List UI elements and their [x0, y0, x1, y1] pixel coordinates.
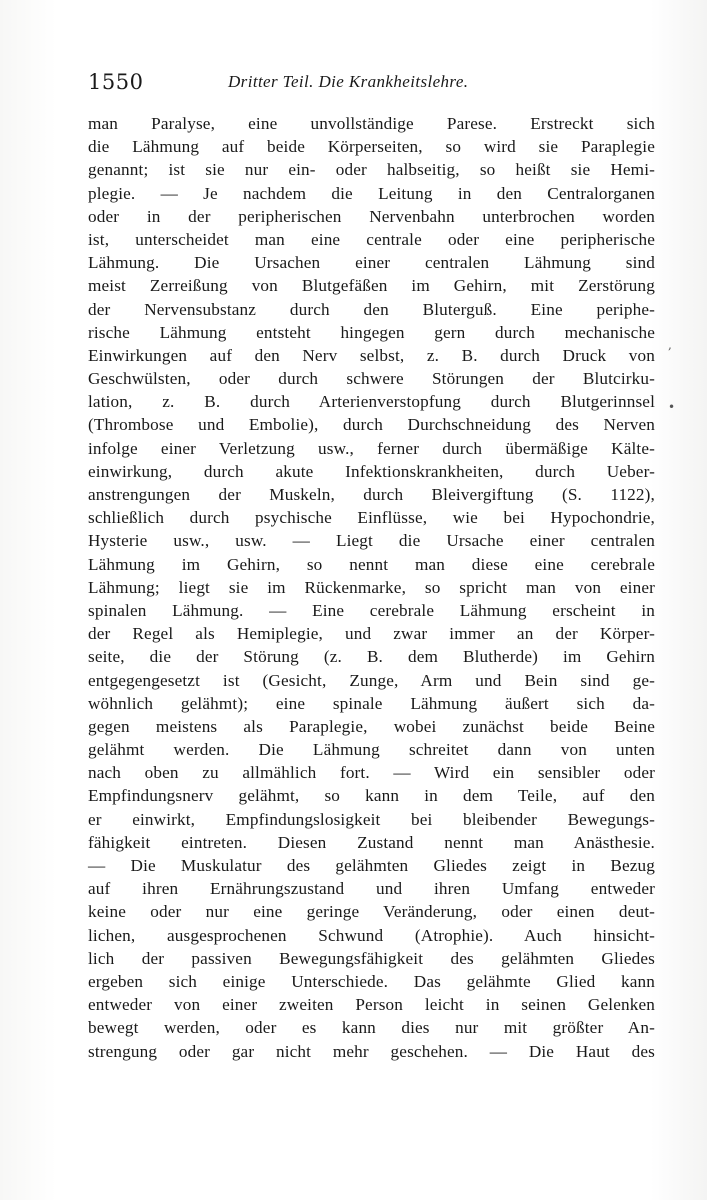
- text-line: entgegengesetzt ist (Gesicht, Zunge, Arm und Bein sind ge-: [88, 670, 655, 690]
- text-line: entweder von einer zweiten Person leicht in seinen Gelenken: [88, 995, 655, 1015]
- margin-speck: ,: [668, 338, 672, 352]
- text-line: ergeben sich einige Unterschiede. Das gelähmte Glied kann: [88, 971, 655, 991]
- text-line: Geschwülsten, oder durch schwere Störungen der Blutcirku-: [88, 369, 655, 389]
- text-line: Lähmung. Die Ursachen einer centralen Lähmung sind: [88, 253, 655, 273]
- text-line: (Thrombose und Embolie), durch Durchschneidung des Nerven: [88, 415, 655, 435]
- text-line: oder in der peripherischen Nervenbahn unterbrochen worden: [88, 206, 655, 226]
- text-line: lation, z. B. durch Arterienverstopfung durch Blutgerinnsel: [88, 392, 655, 412]
- text-line: — Die Muskulatur des gelähmten Gliedes zeigt in Bezug: [88, 856, 655, 875]
- text-line: ist, unterscheidet man eine centrale oder eine peripherische: [88, 229, 655, 249]
- page-number: 1550: [88, 70, 144, 94]
- text-line: der Nervensubstanz durch den Bluterguß. Eine periphe-: [88, 299, 655, 319]
- text-line: strengung oder gar nicht mehr geschehen. — Die Haut des: [88, 1041, 655, 1061]
- text-line: schließlich durch psychische Einflüsse, wie bei Hypochondrie,: [88, 508, 655, 528]
- text-line: er einwirkt, Empfindungslosigkeit bei bleibender Bewegungs-: [88, 809, 655, 829]
- text-line: lich der passiven Bewegungsfähigkeit des gelähmten Gliedes: [88, 948, 655, 968]
- text-line: Hysterie usw., usw. — Liegt die Ursache einer centralen: [88, 531, 655, 551]
- text-line: auf ihren Ernährungszustand und ihren Umfang entweder: [88, 879, 655, 899]
- text-line: meist Zerreißung von Blutgefäßen im Gehirn, mit Zerstörung: [88, 276, 655, 296]
- text-line: Einwirkungen auf den Nerv selbst, z. B. durch Druck von: [88, 345, 655, 365]
- text-line: wöhnlich gelähmt); eine spinale Lähmung äußert sich da-: [88, 693, 655, 713]
- text-line: rische Lähmung entsteht hingegen gern durch mechanische: [88, 322, 655, 342]
- text-line: gegen meistens als Paraplegie, wobei zunächst beide Beine: [88, 716, 655, 736]
- text-line: gelähmt werden. Die Lähmung schreitet dann von unten: [88, 740, 655, 760]
- text-line: lichen, ausgesprochenen Schwund (Atrophie). Auch hinsicht-: [88, 925, 655, 945]
- text-line: man Paralyse, eine unvollständige Parese. Erstreckt sich: [88, 114, 655, 133]
- text-line: einwirkung, durch akute Infektionskrankheiten, durch Ueber-: [88, 461, 655, 481]
- page-header: [88, 70, 658, 98]
- margin-speck: •: [668, 400, 676, 414]
- text-line: plegie. — Je nachdem die Leitung in den Centralorganen: [88, 183, 655, 203]
- text-line: Lähmung im Gehirn, so nennt man diese eine cerebrale: [88, 554, 655, 574]
- text-line: anstrengungen der Muskeln, durch Bleivergiftung (S. 1122),: [88, 485, 655, 504]
- body-text: [88, 112, 655, 1063]
- text-line: der Regel als Hemiplegie, und zwar immer an der Körper-: [88, 624, 655, 644]
- text-line: nach oben zu allmählich fort. — Wird ein sensibler oder: [88, 763, 655, 783]
- text-line: Lähmung; liegt sie im Rückenmarke, so spricht man von einer: [88, 577, 655, 597]
- text-line: bewegt werden, oder es kann dies nur mit größter An-: [88, 1018, 655, 1038]
- running-head: Dritter Teil. Die Krankheitslehre.: [228, 72, 469, 91]
- text-line: infolge einer Verletzung usw., ferner durch übermäßige Kälte-: [88, 438, 655, 458]
- text-line: Empfindungsnerv gelähmt, so kann in dem Teile, auf den: [88, 786, 655, 806]
- text-line: genannt; ist sie nur ein- oder halbseitig, so heißt sie Hemi-: [88, 160, 655, 180]
- text-line: fähigkeit eintreten. Diesen Zustand nennt man Anästhesie.: [88, 832, 655, 852]
- text-line: keine oder nur eine geringe Veränderung, oder einen deut-: [88, 902, 655, 922]
- text-line: seite, die der Störung (z. B. dem Blutherde) im Gehirn: [88, 647, 655, 667]
- text-line: spinalen Lähmung. — Eine cerebrale Lähmung erscheint in: [88, 600, 655, 620]
- text-line: die Lähmung auf beide Körperseiten, so wird sie Paraplegie: [88, 137, 655, 157]
